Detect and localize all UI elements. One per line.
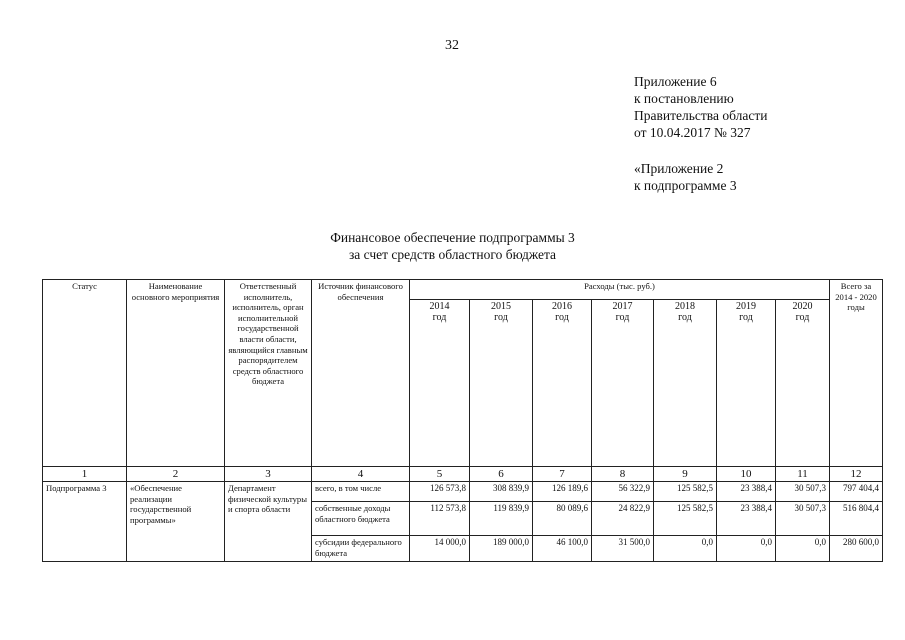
- value-cell: 119 839,9: [470, 502, 533, 536]
- appendix2-header: [634, 160, 737, 194]
- row-source: собственные доходы областного бюджета: [312, 502, 410, 536]
- column-number: 7: [533, 467, 592, 482]
- page-number: 32: [445, 38, 459, 53]
- appendix2-line: к подпрограмме 3: [634, 178, 737, 193]
- column-number: 6: [470, 467, 533, 482]
- value-cell: 30 507,3: [776, 502, 830, 536]
- value-cell: 126 189,6: [533, 482, 592, 502]
- appendix-header: [634, 73, 767, 141]
- column-number: 2: [127, 467, 225, 482]
- value-cell: 0,0: [717, 536, 776, 562]
- row-status: Подпрограмма 3: [43, 482, 127, 562]
- row-source: субсидии федерального бюджета: [312, 536, 410, 562]
- value-cell: 23 388,4: [717, 482, 776, 502]
- header-name: Наименование основного мероприятия: [127, 280, 225, 467]
- column-number: 5: [410, 467, 470, 482]
- header-year: 2014 год: [410, 300, 470, 467]
- header-status: Статус: [43, 280, 127, 467]
- column-number: 4: [312, 467, 410, 482]
- appendix-line: Правительства области: [634, 108, 768, 123]
- appendix-line: к постановлению: [634, 91, 734, 106]
- header-source: Источник финансового обеспечения: [312, 280, 410, 467]
- appendix-line: от 10.04.2017 № 327: [634, 125, 751, 140]
- header-year: 2019 год: [717, 300, 776, 467]
- header-year: 2017 год: [592, 300, 654, 467]
- value-cell: 24 822,9: [592, 502, 654, 536]
- value-cell: 112 573,8: [410, 502, 470, 536]
- header-year: 2018 год: [654, 300, 717, 467]
- value-cell: 516 804,4: [830, 502, 883, 536]
- value-cell: 125 582,5: [654, 482, 717, 502]
- value-cell: 30 507,3: [776, 482, 830, 502]
- value-cell: 46 100,0: [533, 536, 592, 562]
- value-cell: 797 404,4: [830, 482, 883, 502]
- row-source: всего, в том числе: [312, 482, 410, 502]
- appendix2-line: «Приложение 2: [634, 161, 724, 176]
- column-number: 1: [43, 467, 127, 482]
- column-number: 11: [776, 467, 830, 482]
- appendix-line: Приложение 6: [634, 74, 717, 89]
- value-cell: 56 322,9: [592, 482, 654, 502]
- column-number: 10: [717, 467, 776, 482]
- header-year: 2015 год: [470, 300, 533, 467]
- value-cell: 31 500,0: [592, 536, 654, 562]
- value-cell: 0,0: [654, 536, 717, 562]
- financial-table: [42, 279, 883, 562]
- value-cell: 280 600,0: [830, 536, 883, 562]
- column-number: 12: [830, 467, 883, 482]
- header-year: 2020 год: [776, 300, 830, 467]
- header-total: Всего за 2014 - 2020 годы: [830, 280, 883, 467]
- row-name: «Обеспечение реализации государственной программы»: [127, 482, 225, 562]
- document-title: [200, 229, 705, 263]
- value-cell: 80 089,6: [533, 502, 592, 536]
- table-row: [43, 482, 883, 502]
- value-cell: 23 388,4: [717, 502, 776, 536]
- column-number: 9: [654, 467, 717, 482]
- row-executor: Департамент физической культуры и спорта области: [225, 482, 312, 562]
- value-cell: 0,0: [776, 536, 830, 562]
- value-cell: 126 573,8: [410, 482, 470, 502]
- column-number: 3: [225, 467, 312, 482]
- header-expenses: Расходы (тыс. руб.): [410, 280, 830, 300]
- value-cell: 189 000,0: [470, 536, 533, 562]
- value-cell: 14 000,0: [410, 536, 470, 562]
- header-executor: Ответственный исполнитель, исполнитель, орган исполнительной государственной власти области, являющийся главным распорядителем средств областного бюджета: [225, 280, 312, 467]
- title-line: Финансовое обеспечение подпрограммы 3: [330, 230, 575, 245]
- title-line: за счет средств областного бюджета: [348, 247, 557, 262]
- value-cell: 308 839,9: [470, 482, 533, 502]
- value-cell: 125 582,5: [654, 502, 717, 536]
- column-number: 8: [592, 467, 654, 482]
- header-year: 2016 год: [533, 300, 592, 467]
